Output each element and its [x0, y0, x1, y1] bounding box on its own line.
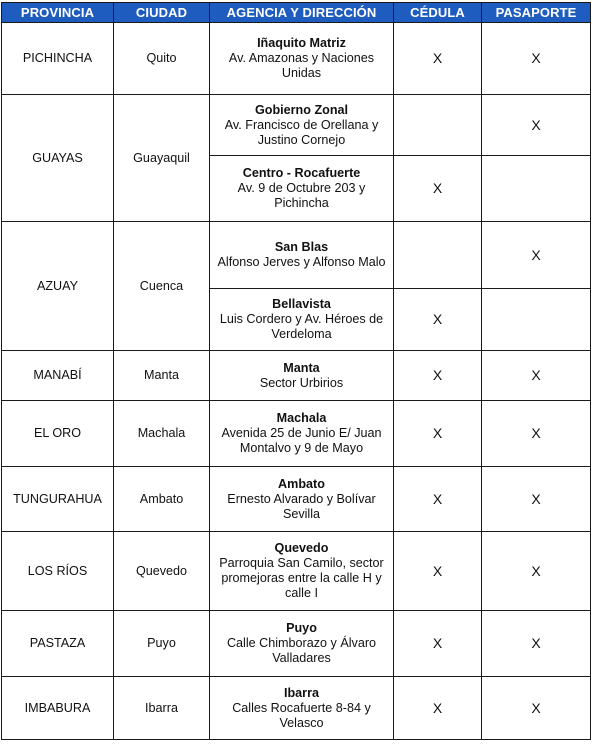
provincia-cell: PASTAZA — [2, 611, 114, 677]
agency-name: Iñaquito Matriz — [257, 36, 346, 50]
pasaporte-mark: X — [482, 95, 591, 156]
agency-name: Puyo — [286, 621, 317, 635]
cedula-mark: X — [394, 532, 482, 611]
ciudad-cell: Guayaquil — [114, 95, 210, 222]
provincia-cell: EL ORO — [2, 401, 114, 467]
agency-cell — [210, 611, 394, 677]
table-row — [2, 677, 591, 740]
provincia-cell: GUAYAS — [2, 95, 114, 222]
agency-cell — [210, 351, 394, 401]
agency-name: San Blas — [274, 240, 329, 254]
agency-cell — [210, 23, 394, 95]
table-row — [2, 222, 591, 289]
pasaporte-mark: X — [482, 467, 591, 532]
agency-cell — [210, 95, 394, 156]
pasaporte-mark: X — [482, 401, 591, 467]
agency-address: Luis Cordero y Av. Héroes de Verdeloma — [219, 312, 384, 341]
ciudad-cell: Cuenca — [114, 222, 210, 351]
agency-address: Avenida 25 de Junio E/ Juan Montalvo y 9 de Mayo — [221, 426, 382, 455]
provincia-cell: AZUAY — [2, 222, 114, 351]
pasaporte-mark: X — [482, 23, 591, 95]
header-pasaporte: PASAPORTE — [482, 3, 591, 23]
pasaporte-mark — [482, 289, 591, 351]
ciudad-cell: Manta — [114, 351, 210, 401]
ciudad-cell: Ibarra — [114, 677, 210, 740]
cedula-mark: X — [394, 401, 482, 467]
provincia-cell: IMBABURA — [2, 677, 114, 740]
agency-cell — [210, 467, 394, 532]
agency-cell — [210, 677, 394, 740]
agency-address: Av. Francisco de Orellana y Justino Cornejo — [224, 117, 379, 147]
agency-name: Quevedo — [274, 541, 329, 555]
cedula-mark — [394, 222, 482, 289]
agency-cell — [210, 289, 394, 351]
agency-name: Manta — [283, 360, 320, 375]
agency-address: Ernesto Alvarado y Bolívar Sevilla — [227, 491, 376, 521]
table-row — [2, 532, 591, 611]
agency-address: Parroquia San Camilo, sector promejoras entre la calle H y calle I — [219, 556, 384, 600]
pasaporte-mark: X — [482, 532, 591, 611]
provincia-cell: MANABÍ — [2, 351, 114, 401]
header-cedula: CÉDULA — [394, 3, 482, 23]
cedula-mark: X — [394, 289, 482, 351]
agency-cell — [210, 156, 394, 222]
provincia-cell: PICHINCHA — [2, 23, 114, 95]
agency-table — [1, 2, 591, 740]
pasaporte-mark: X — [482, 222, 591, 289]
table-row — [2, 467, 591, 532]
cedula-mark: X — [394, 677, 482, 740]
agency-address: Calles Rocafuerte 8-84 y Velasco — [232, 700, 371, 730]
agency-name: Gobierno Zonal — [254, 102, 349, 117]
header-agencia: AGENCIA Y DIRECCIÓN — [210, 3, 394, 23]
header-ciudad: CIUDAD — [114, 3, 210, 23]
agency-address: Sector Urbirios — [259, 375, 344, 390]
cedula-mark: X — [394, 467, 482, 532]
provincia-cell: LOS RÍOS — [2, 532, 114, 611]
agency-name: Ibarra — [283, 685, 319, 700]
header-provincia: PROVINCIA — [2, 3, 114, 23]
agency-cell — [210, 532, 394, 611]
ciudad-cell: Puyo — [114, 611, 210, 677]
table-row — [2, 611, 591, 677]
pasaporte-mark: X — [482, 611, 591, 677]
agency-address: Alfonso Jerves y Alfonso Malo — [217, 255, 386, 269]
agency-name: Ambato — [278, 476, 325, 491]
agency-address: Av. 9 de Octubre 203 y Pichincha — [237, 181, 366, 210]
ciudad-cell: Quito — [114, 23, 210, 95]
agency-cell — [210, 222, 394, 289]
pasaporte-mark: X — [482, 677, 591, 740]
provincia-cell: TUNGURAHUA — [2, 467, 114, 532]
pasaporte-mark — [482, 156, 591, 222]
agency-name: Centro - Rocafuerte — [242, 166, 361, 180]
table-row — [2, 401, 591, 467]
agency-name: Bellavista — [272, 297, 331, 311]
cedula-mark: X — [394, 156, 482, 222]
agency-name: Machala — [276, 411, 327, 425]
cedula-mark: X — [394, 23, 482, 95]
agency-address: Av. Amazonas y Naciones Unidas — [228, 51, 375, 80]
cedula-mark: X — [394, 351, 482, 401]
agency-cell — [210, 401, 394, 467]
header-row — [2, 3, 591, 23]
table-row — [2, 95, 591, 156]
agency-address: Calle Chimborazo y Álvaro Valladares — [226, 636, 377, 665]
cedula-mark: X — [394, 611, 482, 677]
ciudad-cell: Ambato — [114, 467, 210, 532]
pasaporte-mark: X — [482, 351, 591, 401]
table-row — [2, 23, 591, 95]
cedula-mark — [394, 95, 482, 156]
ciudad-cell: Machala — [114, 401, 210, 467]
table-row — [2, 351, 591, 401]
ciudad-cell: Quevedo — [114, 532, 210, 611]
